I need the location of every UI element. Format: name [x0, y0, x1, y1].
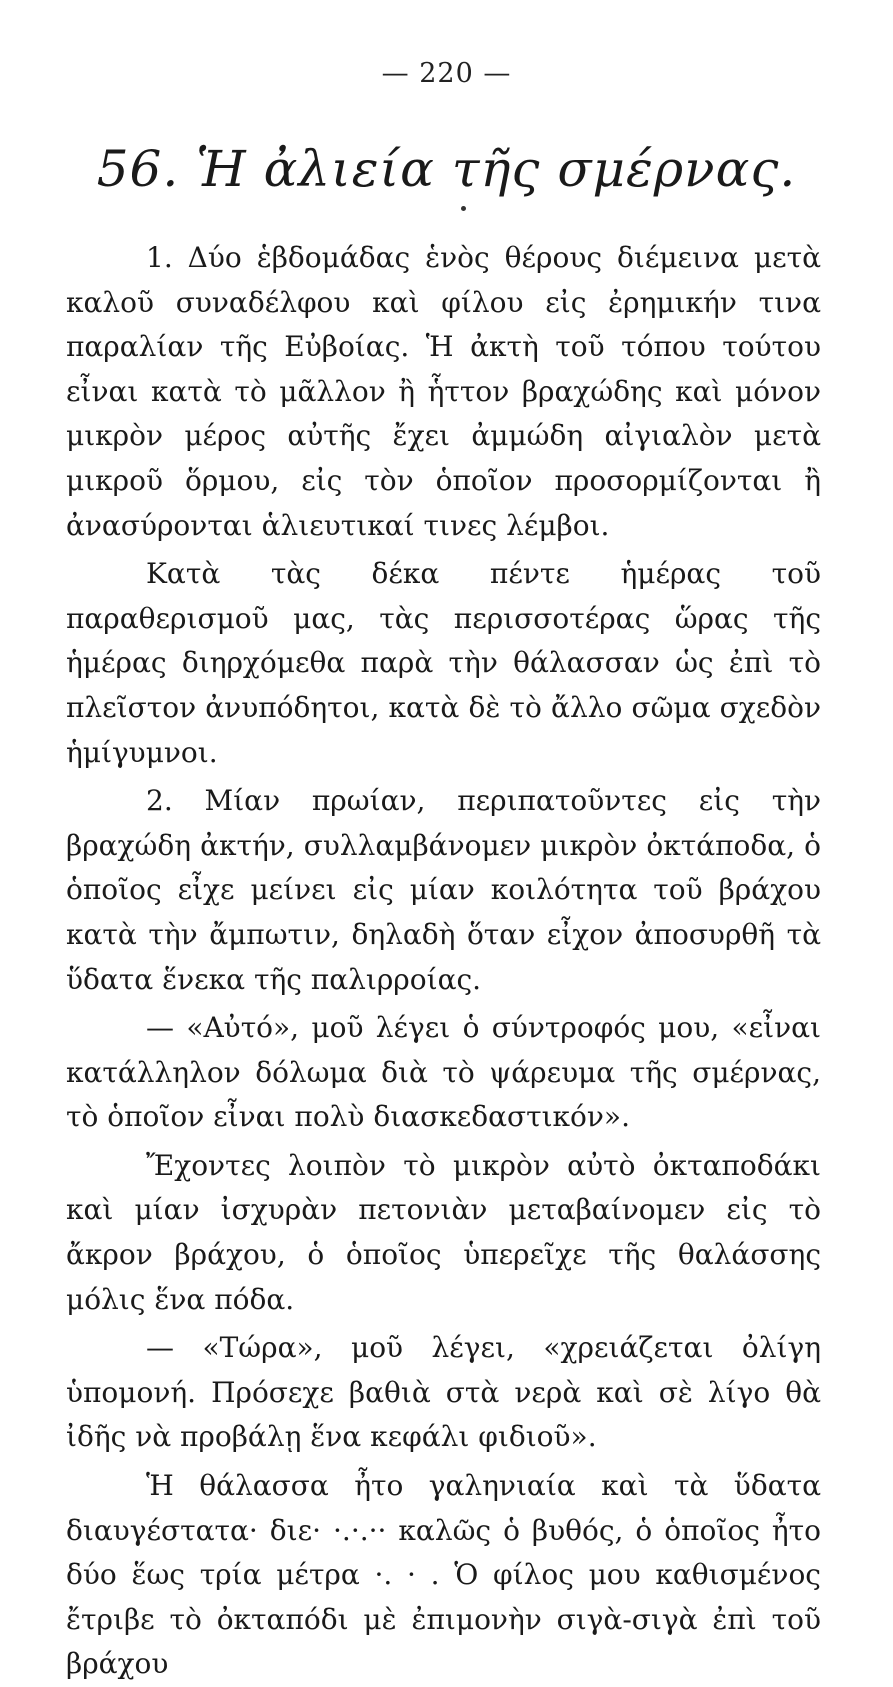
ornament-dot — [461, 206, 466, 211]
paragraph-4: — «Αὐτό», μοῦ λέγει ὁ σύντροφός μου, «εἶναι κατάλληλον δόλωμα διὰ τὸ ψάρευμα τῆς σμέρνας, τὸ ὁποῖον εἶναι πολὺ διασκεδαστικόν». — [66, 1011, 821, 1134]
paragraph-3: 2. Μίαν πρωίαν, περιπατοῦντες εἰς τὴν βραχώδη ἀκτήν, συλλαμβάνομεν μικρὸν ὀκτάποδα, ὁ ὁποῖος εἶχε μείνει εἰς μίαν κοιλότητα τοῦ βράχου κατὰ τὴν ἄμπωτιν, δηλαδὴ ὅταν εἶχον ἀποσυρθῆ τὰ ὕδατα ἕνεκα τῆς παλιρροίας. — [66, 784, 821, 996]
text-body — [66, 236, 821, 1687]
page-number: — 220 — — [381, 58, 512, 89]
paragraph-7: Ἡ θάλασσα ἦτο γαληνιαία καὶ τὰ ὕδατα διαυγέστατα· διε· ·.·.·· καλῶς ὁ βυθός, ὁ ὁποῖος ἦτο δύο ἕως τρία μέτρα ·. · . Ὁ φίλος μου καθισμένος ἔτριβε τὸ ὀκταπόδι μὲ ἐπιμονὴν σιγὰ-σιγὰ ἐπὶ τοῦ βράχου — [66, 1469, 821, 1681]
paragraph-2: Κατὰ τὰς δέκα πέντε ἡμέρας τοῦ παραθερισμοῦ μας, τὰς περισσοτέρας ὥρας τῆς ἡμέρας διηρχόμεθα παρὰ τὴν θάλασσαν ὡς ἐπὶ τὸ πλεῖστον ἀνυπόδητοι, κατὰ δὲ τὸ ἄλλο σῶμα σχεδὸν ἡμίγυμνοι. — [66, 557, 821, 769]
paragraph-6: — «Τώρα», μοῦ λέγει, «χρειάζεται ὀλίγη ὑπομονή. Πρόσεχε βαθιὰ στὰ νερὰ καὶ σὲ λίγο θὰ ἰδῆς νὰ προβάλῃ ἕνα κεφάλι φιδιοῦ». — [66, 1331, 821, 1454]
paragraph-5: Ἔχοντες λοιπὸν τὸ μικρὸν αὐτὸ ὀκταποδάκι καὶ μίαν ἰσχυρὰν πετονιὰν μεταβαίνομεν εἰς τὸ ἄκρον βράχου, ὁ ὁποῖος ὑπερεῖχε τῆς θαλάσσης μόλις ἕνα πόδα. — [66, 1148, 821, 1316]
chapter-title: 56. Ἡ ἀλιεία τῆς σμέρνας. — [96, 140, 797, 198]
paragraph-1: 1. Δύο ἑβδομάδας ἑνὸς θέρους διέμεινα μετὰ καλοῦ συναδέλφου καὶ φίλου εἰς ἐρημικήν τινα παραλίαν τῆς Εὐβοίας. Ἡ ἀκτὴ τοῦ τόπου τούτου εἶναι κατὰ τὸ μᾶλλον ἢ ἧττον βραχώδης καὶ μόνον μικρὸν μέρος αὐτῆς ἔχει ἀμμώδη αἰγιαλὸν μετὰ μικροῦ ὅρμου, εἰς τὸν ὁποῖον προσορμίζονται ἢ ἀνασύρονται ἁλιευτικαί τινες λέμβοι. — [66, 241, 821, 542]
